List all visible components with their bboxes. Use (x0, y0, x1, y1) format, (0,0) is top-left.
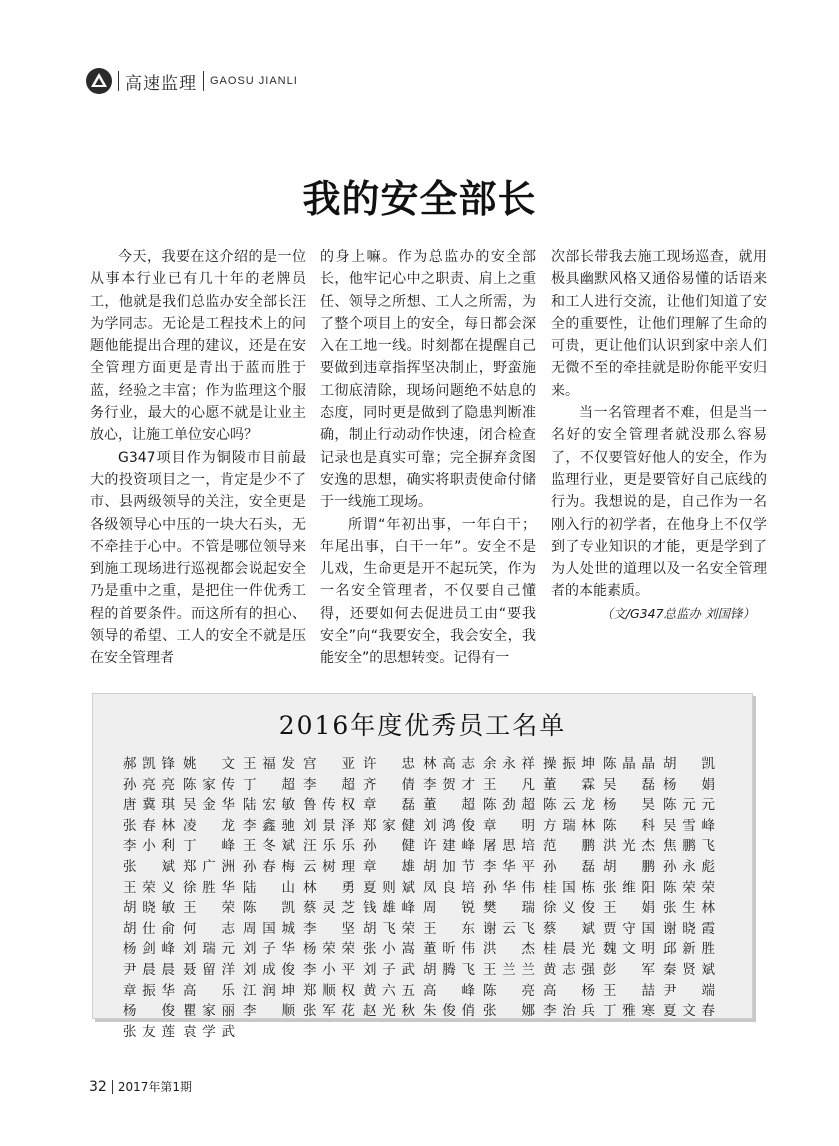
employee-name: 张生林 (663, 900, 715, 917)
employee-name: 洪 杰 (483, 941, 535, 958)
employee-name: 周国城 (243, 920, 295, 937)
employee-name: 凤良培 (423, 879, 475, 896)
employee-name: 唐冀琪 (123, 797, 175, 814)
employee-name: 李鑫驰 (243, 817, 295, 834)
employee-name: 张维阳 (603, 879, 655, 896)
employee-name: 孙春梅 (243, 858, 295, 875)
employee-name: 宫 亚 (303, 756, 355, 772)
employee-name: 张春林 (123, 817, 175, 834)
employee-name: 范 鹏 (543, 838, 595, 855)
paragraph: 今天，我要在这介绍的是一位从事本行业已有几十年的老牌员工，他就是我们总监办安全部长汪为学同志。无论是工程技术上的问题他能提出合理的建议，还是在安全管理方面更是青出于蓝而胜于蓝，经验之丰富；作为监理这个服务行业，最大的心愿不就是让业主放心，让施工单位安心吗？ (90, 249, 306, 444)
employee-name: 陈劲超 (483, 797, 535, 814)
employee-name: 江润坤 (243, 982, 295, 999)
employee-name: 谢云飞 (483, 920, 535, 937)
employee-name: 谢晓霞 (663, 920, 715, 937)
employee-name: 李小平 (303, 961, 355, 978)
employee-name: 李治兵 (543, 1003, 595, 1020)
employee-name: 杨剑峰 (123, 941, 175, 958)
article-column-2 (320, 246, 536, 670)
employee-name: 王 东 (423, 920, 475, 937)
employee-name: 李贺才 (423, 776, 475, 793)
employee-name: 郝凯锋 (123, 756, 175, 772)
employee-name: 吴 磊 (603, 776, 655, 793)
page-footer (89, 1078, 192, 1095)
employee-name: 彭 军 (603, 961, 655, 978)
employee-name: 郑广洲 (183, 858, 235, 875)
employee-name: 何 志 (183, 920, 235, 937)
employee-name: 杨 俊 (123, 1003, 175, 1020)
employee-name: 徐胜华 (183, 879, 235, 896)
employee-name: 吴金华 (183, 797, 235, 814)
employee-name: 刘成俊 (243, 961, 295, 978)
employee-name: 姚 文 (183, 756, 235, 772)
employee-name: 杨 昊 (603, 797, 655, 814)
employee-name: 陈 亮 (483, 982, 535, 999)
employee-name: 丁 峰 (183, 838, 235, 855)
employee-name: 秦贤斌 (663, 961, 715, 978)
article-column-3 (551, 246, 767, 625)
employee-name: 王 荣 (183, 900, 235, 917)
employee-name: 聂留洋 (183, 961, 235, 978)
employee-name: 尹 端 (663, 982, 715, 999)
employee-name: 钱雄峰 (363, 900, 415, 917)
employee-name: 王福发 (243, 756, 295, 772)
employee-name: 郑家健 (363, 817, 415, 834)
employee-name: 许建峰 (423, 838, 475, 855)
employee-name: 周 锐 (423, 900, 475, 917)
employee-name: 樊 瑞 (483, 900, 535, 917)
employee-name: 章 明 (483, 817, 535, 834)
employee-name: 胡 鹏 (603, 858, 655, 875)
employee-name: 陈 科 (603, 817, 655, 834)
employee-name: 余永祥 (483, 756, 535, 772)
magazine-name-en: GAOSU JIANLI (210, 75, 298, 87)
employee-name: 王荣义 (123, 879, 175, 896)
article-column-1 (90, 246, 306, 670)
honor-roll-title: 2016年度优秀员工名单 (278, 711, 567, 740)
employee-name: 王 娟 (603, 900, 655, 917)
employee-name: 李 顺 (243, 1003, 295, 1020)
employee-name: 操振坤 (543, 756, 595, 772)
employee-name: 林高志 (423, 756, 475, 772)
employee-name: 王 凡 (483, 776, 535, 793)
employee-name: 魏文明 (603, 941, 655, 958)
employee-name: 瞿家丽 (183, 1003, 235, 1020)
employee-name: 尹晨晨 (123, 961, 175, 978)
employee-name: 李 坚 (303, 920, 355, 937)
employee-name: 章振华 (123, 982, 175, 999)
article-title: 我的安全部长 (302, 177, 537, 221)
employee-name: 高 峰 (423, 982, 475, 999)
employee-name: 王兰兰 (483, 961, 535, 978)
employee-name: 李小利 (123, 838, 175, 855)
employee-name: 孙 磊 (543, 858, 595, 875)
issue-label: 2017年第1期 (117, 1080, 193, 1094)
employee-name: 陆 山 (243, 879, 295, 896)
employee-name: 王 喆 (603, 982, 655, 999)
employee-name: 孙亮亮 (123, 776, 175, 793)
employee-name: 张 斌 (123, 858, 175, 875)
header-divider (118, 71, 119, 91)
employee-name: 孙华伟 (483, 879, 535, 896)
employee-name: 刘子武 (363, 961, 415, 978)
paragraph: 的身上嘛。作为总监办的安全部长，他牢记心中之职责、肩上之重任、领导之所想、工人之所需，为了整个项目上的安全，每日都会深入在工地一线。时刻都在提醒自己要做到违章指挥坚决制止，野蛮施工彻底清除，现场问题绝不姑息的态度，同时更是做到了隐患判断准确，制止行动动作快速，闭合检查记录也是真实可靠；完全摒弃贪图安逸的思想，确实将职责使命付储于一线施工现场。 (320, 249, 536, 511)
employee-name: 陆宏敏 (243, 797, 295, 814)
employee-name: 吴雪峰 (663, 817, 715, 834)
author-signature: （文/G347总监办 刘国锋） (600, 605, 755, 621)
honor-roll-names (123, 752, 723, 1040)
employee-name: 陈晶晶 (603, 756, 655, 772)
honor-roll-box (92, 693, 753, 1040)
employee-name: 蔡灵芝 (303, 900, 355, 917)
employee-name: 张 娜 (483, 1003, 535, 1020)
employee-name: 刘瑞元 (183, 941, 235, 958)
employee-name: 董昕伟 (423, 941, 475, 958)
employee-name: 李华平 (483, 858, 535, 875)
employee-name: 桂国栋 (543, 879, 595, 896)
paragraph: 当一名管理者不难，但是当一名好的安全管理者就没那么容易了，不仅要管好他人的安全，作为监理行业，更是要管好自己底线的行为。我想说的是，自己作为一名刚入行的初学者，在他身上不仅学到了专业知识的才能，更是学到了为人处世的道理以及一名安全管理者的本能素质。 (551, 405, 767, 600)
employee-name: 洪光杰 (603, 838, 655, 855)
employee-name: 赵光秋 (363, 1003, 415, 1020)
employee-name: 齐 倩 (363, 776, 415, 793)
employee-name: 林 勇 (303, 879, 355, 896)
magazine-name-cn: 高速监理 (125, 73, 197, 94)
employee-name: 刘子华 (243, 941, 295, 958)
employee-name: 李 超 (303, 776, 355, 793)
employee-name: 桂晨光 (543, 941, 595, 958)
paragraph: 次部长带我去施工现场巡查，就用极具幽默风格又通俗易懂的话语来和工人进行交流，让他们知道了安全的重要性，让他们理解了生命的可贵，更让他们认识到家中亲人们无微不至的牵挂就是盼你能平安归来。 (551, 249, 767, 399)
employee-name: 刘景泽 (303, 817, 355, 834)
employee-name: 胡飞荣 (363, 920, 415, 937)
employee-name: 贾守国 (603, 920, 655, 937)
employee-name: 凌 龙 (183, 817, 235, 834)
employee-name: 袁学武 (183, 1023, 235, 1040)
paragraph: 所谓“年初出事，一年白干；年尾出事，白干一年”。安全不是儿戏，生命更是开不起玩笑，作为一名安全管理者，不仅要自己懂得，还要如何去促进员工由“要我安全”向“我要安全，我会安全，我能安全”的思想转变。记得有一 (320, 516, 536, 667)
employee-name: 杨 娟 (663, 776, 715, 793)
employee-name: 刘鸿俊 (423, 817, 475, 834)
employee-name: 陈家传 (183, 776, 235, 793)
employee-name: 朱俊俏 (423, 1003, 475, 1020)
header-divider (203, 71, 204, 91)
employee-name: 胡晓敏 (123, 900, 175, 917)
employee-name: 黄六五 (363, 982, 415, 999)
employee-name: 胡 凯 (663, 756, 715, 772)
employee-name: 云树理 (303, 858, 355, 875)
employee-name: 胡加节 (423, 858, 475, 875)
employee-name: 张友莲 (123, 1023, 175, 1040)
employee-name: 章 磊 (363, 797, 415, 814)
magazine-logo-icon (86, 68, 112, 94)
employee-name: 许 忠 (363, 756, 415, 772)
employee-name: 胡腾飞 (423, 961, 475, 978)
employee-name: 丁 超 (243, 776, 295, 793)
employee-name: 丁雅寒 (603, 1003, 655, 1020)
employee-name: 焦鹏飞 (663, 838, 715, 855)
employee-name: 孙永彪 (663, 858, 715, 875)
employee-name: 汪乐乐 (303, 838, 355, 855)
employee-name: 徐义俊 (543, 900, 595, 917)
page-number: 32 (89, 1078, 107, 1095)
employee-name: 孙 健 (363, 838, 415, 855)
employee-name: 章 雄 (363, 858, 415, 875)
employee-name: 张军花 (303, 1003, 355, 1020)
employee-name: 夏则斌 (363, 879, 415, 896)
employee-name: 杨荣荣 (303, 941, 355, 958)
employee-name: 方瑞林 (543, 817, 595, 834)
footer-divider (112, 1080, 113, 1094)
employee-name: 陈 凯 (243, 900, 295, 917)
employee-name: 黄志强 (543, 961, 595, 978)
employee-name: 蔡 斌 (543, 920, 595, 937)
employee-name: 张小嵩 (363, 941, 415, 958)
paragraph: G347项目作为铜陵市目前最大的投资项目之一，肯定是少不了市、县两级领导的关注，安全更是各级领导心中压的一块大石头，无不牵挂于心中。不管是哪位领导来到施工现场进行巡视都会说起安全乃是重中之重，是把住一件优秀工程的首要条件。而这所有的担心、领导的希望、工人的安全不就是压在安全管理者 (90, 449, 306, 667)
employee-name: 高 乐 (183, 982, 235, 999)
employee-name: 夏文春 (663, 1003, 715, 1020)
employee-name: 陈元元 (663, 797, 715, 814)
magazine-header (86, 66, 298, 96)
employee-name: 郑顺权 (303, 982, 355, 999)
employee-name: 胡仕俞 (123, 920, 175, 937)
employee-name: 屠思培 (483, 838, 535, 855)
employee-name: 高 杨 (543, 982, 595, 999)
employee-name: 邱新胜 (663, 941, 715, 958)
employee-name: 董 超 (423, 797, 475, 814)
employee-name: 陈荣荣 (663, 879, 715, 896)
employee-name: 鲁传权 (303, 797, 355, 814)
employee-name: 王冬斌 (243, 838, 295, 855)
employee-name: 陈云龙 (543, 797, 595, 814)
employee-name: 董 霖 (543, 776, 595, 793)
